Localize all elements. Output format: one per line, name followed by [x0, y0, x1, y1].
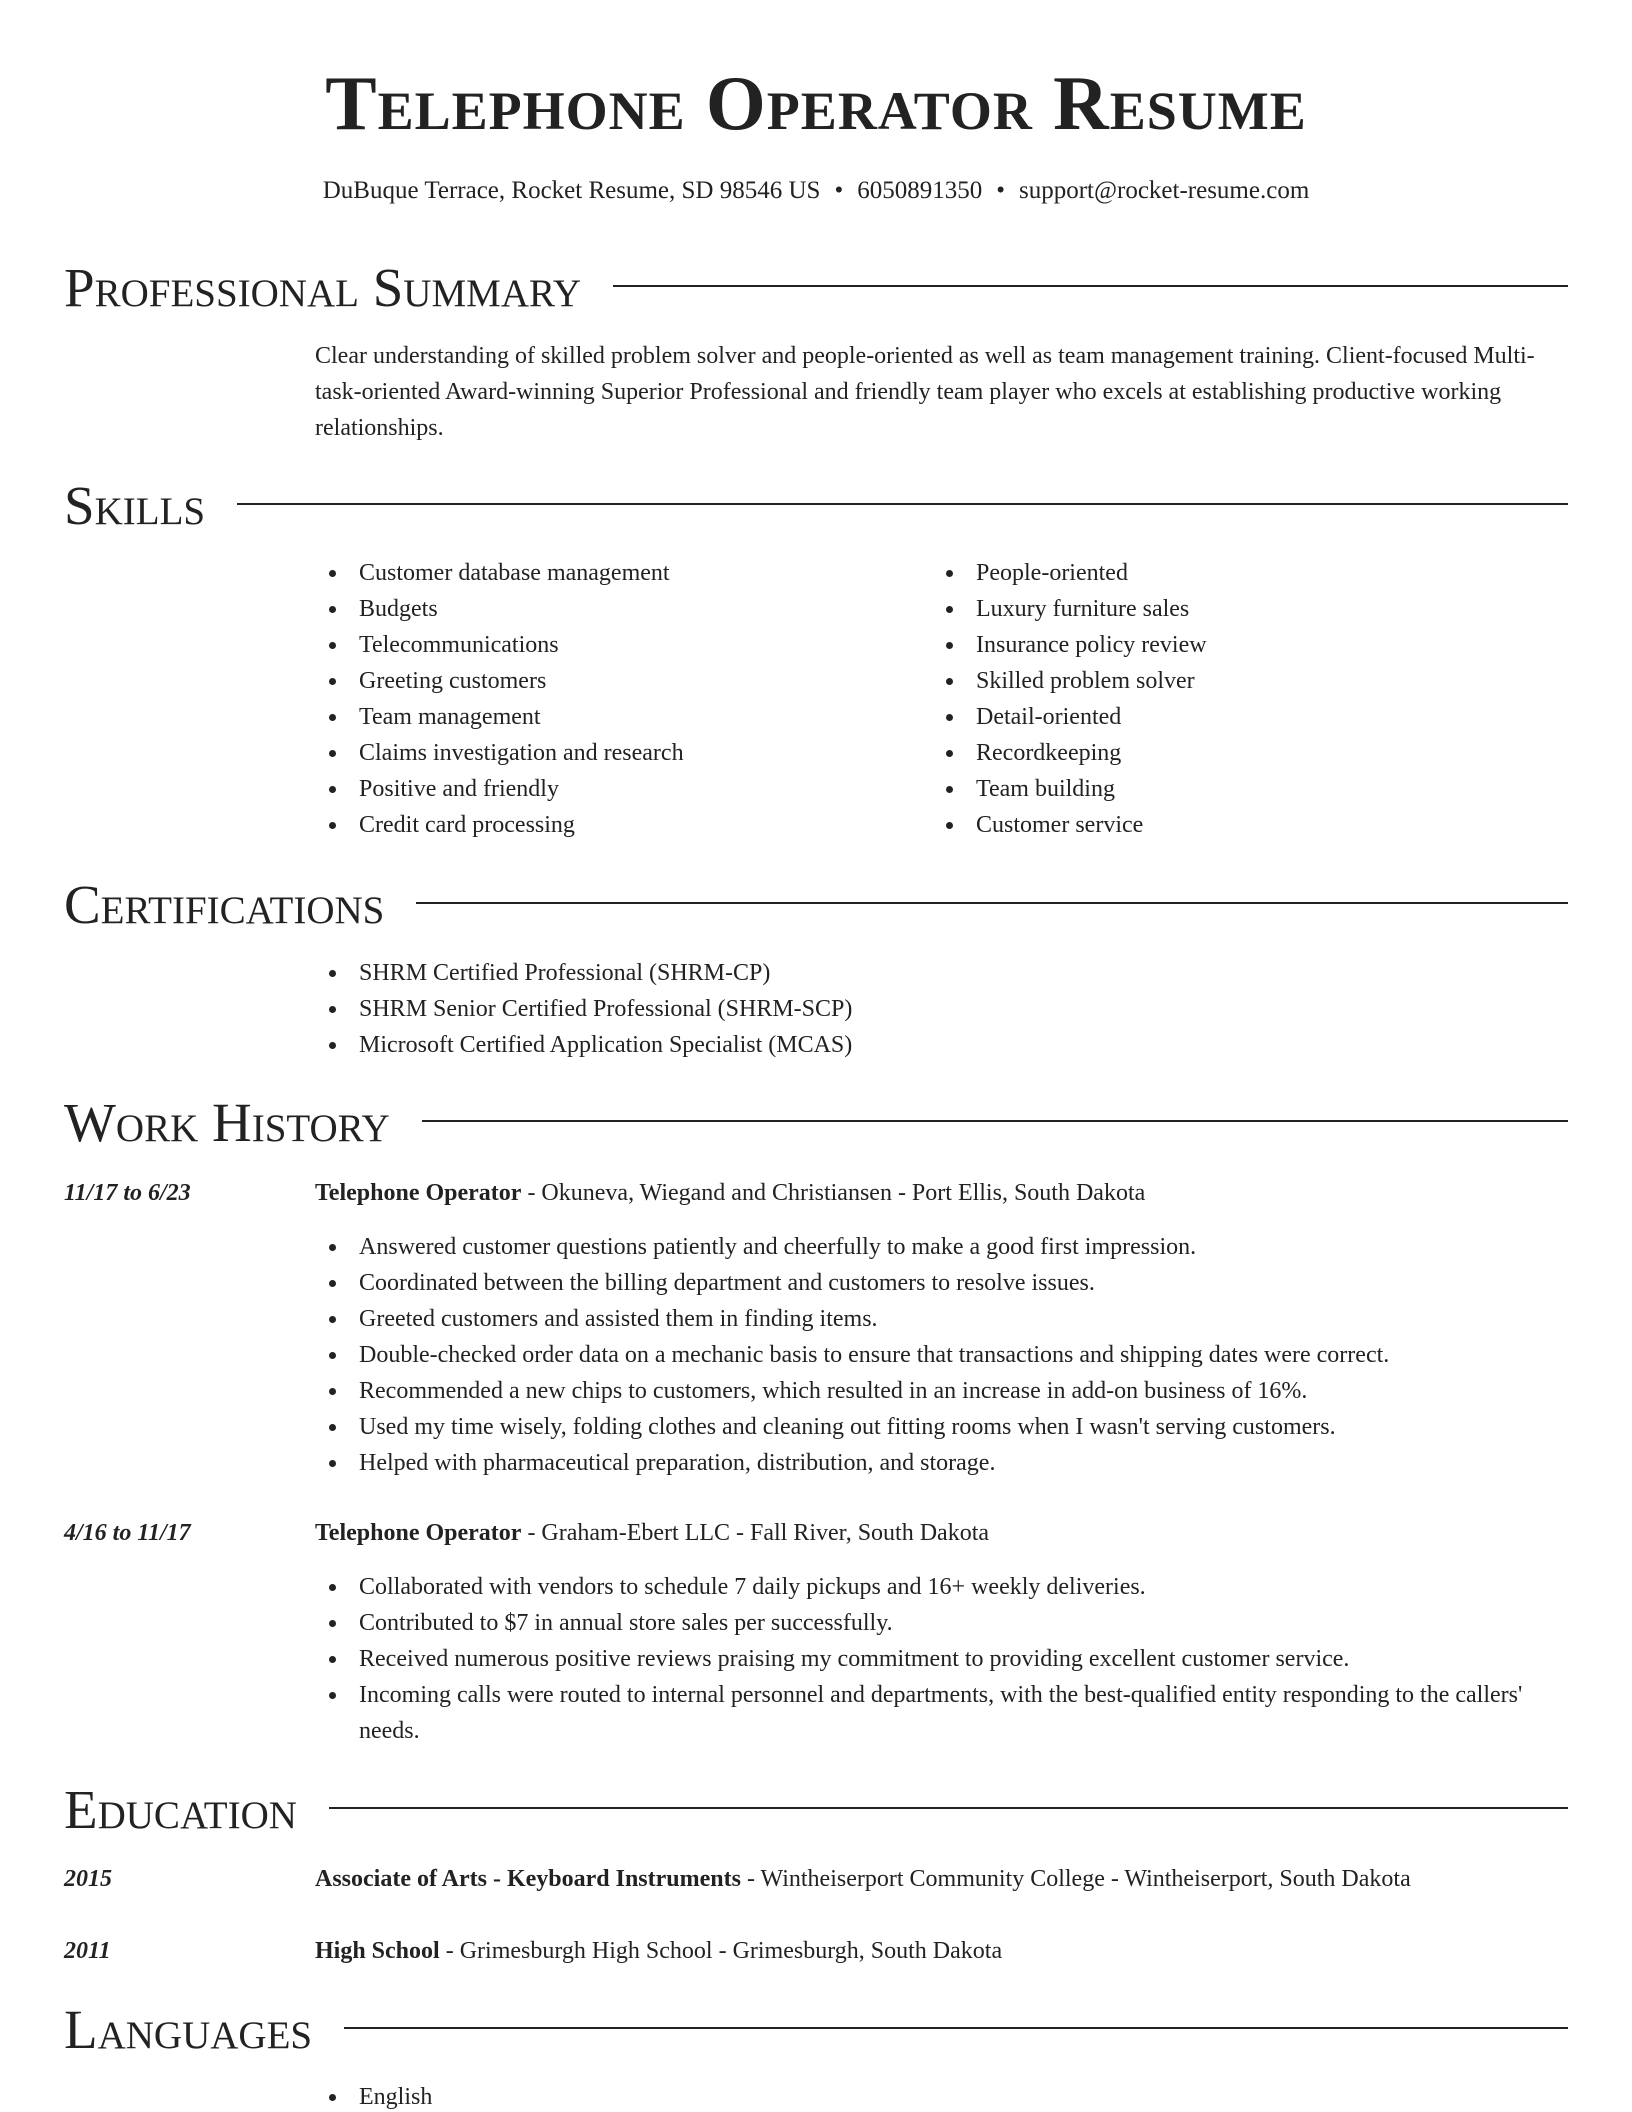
skills-heading: Skills: [64, 475, 206, 536]
section-divider: [329, 1807, 1568, 1809]
contact-phone: 6050891350: [857, 177, 983, 204]
contact-email: support@rocket-resume.com: [1018, 177, 1310, 204]
skill-item: Skilled problem solver: [932, 663, 1549, 699]
education-entry: [315, 1861, 1568, 1897]
language-item: English: [315, 2079, 1568, 2112]
certifications-list: [315, 955, 1568, 1063]
skill-item: Positive and friendly: [315, 771, 932, 807]
job-title: Telephone Operator: [315, 1520, 522, 1546]
skill-item: Telecommunications: [315, 627, 932, 663]
skill-item: Budgets: [315, 591, 932, 627]
skill-item: Team management: [315, 699, 932, 735]
skill-item: Credit card processing: [315, 807, 932, 843]
job-duty: Contributed to $7 in annual store sales per successfully.: [315, 1605, 1568, 1641]
resume-title: Telephone Operator Resume: [325, 60, 1307, 146]
section-divider: [344, 2027, 1568, 2029]
section-divider: [416, 902, 1568, 904]
skill-item: Recordkeeping: [932, 735, 1549, 771]
skill-item: Detail-oriented: [932, 699, 1549, 735]
languages-list: [315, 2079, 1568, 2112]
education-year: 2015: [64, 1866, 112, 1892]
job-duty: Received numerous positive reviews praising my commitment to providing excellent customer service.: [315, 1641, 1568, 1677]
job-title-line: [315, 1175, 1568, 1211]
contact-line: [0, 176, 1632, 206]
section-divider: [613, 285, 1568, 287]
job-duty: Incoming calls were routed to internal personnel and departments, with the best-qualified entity responding to the callers' needs.: [315, 1677, 1568, 1749]
summary-heading: Professional Summary: [64, 257, 582, 318]
education-school: - Wintheiserport Community College - Wintheiserport, South Dakota: [740, 1866, 1411, 1892]
education-year: 2011: [64, 1938, 111, 1964]
summary-body: [315, 338, 1568, 446]
job-duty: Recommended a new chips to customers, which resulted in an increase in add-on business of 16%.: [315, 1373, 1568, 1409]
section-divider: [422, 1120, 1568, 1122]
education-line: [315, 1861, 1568, 1897]
education-section-header: [64, 1778, 1568, 1842]
skills-list-left: [315, 555, 932, 843]
skill-item: Customer database management: [315, 555, 932, 591]
education-line: [315, 1933, 1568, 1969]
job-duties-list: [315, 1229, 1568, 1481]
education-entry: [315, 1933, 1568, 1969]
job-duty: Used my time wisely, folding clothes and cleaning out fitting rooms when I wasn't serving customers.: [315, 1409, 1568, 1445]
skill-item: Greeting customers: [315, 663, 932, 699]
job-duty: Collaborated with vendors to schedule 7 daily pickups and 16+ weekly deliveries.: [315, 1569, 1568, 1605]
job-duties-list: [315, 1569, 1568, 1749]
job-duty: Greeted customers and assisted them in finding items.: [315, 1301, 1568, 1337]
skills-list-right: [932, 555, 1549, 843]
education-degree: High School: [315, 1938, 440, 1964]
skill-item: Claims investigation and research: [315, 735, 932, 771]
skills-section-header: [64, 474, 1568, 538]
languages-body: [315, 2079, 1568, 2112]
skill-item: Insurance policy review: [932, 627, 1549, 663]
skill-item: People-oriented: [932, 555, 1549, 591]
job-title-line: [315, 1515, 1568, 1551]
job-title: Telephone Operator: [315, 1180, 522, 1206]
certification-item: SHRM Certified Professional (SHRM-CP): [315, 955, 1568, 991]
job-employer: - Okuneva, Wiegand and Christiansen - Port Ellis, South Dakota: [521, 1180, 1146, 1206]
education-heading: Education: [64, 1779, 297, 1840]
job-duty: Coordinated between the billing department and customers to resolve issues.: [315, 1265, 1568, 1301]
job-entry: [315, 1515, 1568, 1749]
certification-item: Microsoft Certified Application Specialist (MCAS): [315, 1027, 1568, 1063]
education-degree: Associate of Arts - Keyboard Instruments: [315, 1866, 741, 1892]
contact-separator: •: [996, 177, 1005, 204]
summary-text: Clear understanding of skilled problem solver and people-oriented as well as team management training. Client-focused Multi-task-oriented Award-winning Superior Professional and friendly team player who excels at establishing productive working relationships.: [315, 343, 1535, 441]
contact-address: DuBuque Terrace, Rocket Resume, SD 98546 US: [322, 177, 821, 204]
job-dates: 11/17 to 6/23: [64, 1180, 191, 1206]
skill-item: Customer service: [932, 807, 1549, 843]
job-duty: Answered customer questions patiently and cheerfully to make a good first impression.: [315, 1229, 1568, 1265]
job-duty: Helped with pharmaceutical preparation, distribution, and storage.: [315, 1445, 1568, 1481]
education-school: - Grimesburgh High School - Grimesburgh, South Dakota: [439, 1938, 1003, 1964]
languages-section-header: [64, 1998, 1568, 2062]
languages-heading: Languages: [64, 1999, 313, 2060]
job-duty: Double-checked order data on a mechanic basis to ensure that transactions and shipping dates were correct.: [315, 1337, 1568, 1373]
summary-section-header: [64, 256, 1568, 320]
certifications-heading: Certifications: [64, 874, 385, 935]
work-section-header: [64, 1091, 1568, 1155]
skill-item: Team building: [932, 771, 1549, 807]
job-dates: 4/16 to 11/17: [64, 1520, 191, 1546]
certification-item: SHRM Senior Certified Professional (SHRM-SCP): [315, 991, 1568, 1027]
certifications-section-header: [64, 873, 1568, 937]
job-entry: [315, 1175, 1568, 1481]
certifications-body: [315, 955, 1568, 1063]
work-heading: Work History: [64, 1092, 390, 1153]
section-divider: [237, 503, 1568, 505]
job-employer: - Graham-Ebert LLC - Fall River, South Dakota: [521, 1520, 990, 1546]
contact-separator: •: [834, 177, 844, 204]
skills-body: [315, 555, 1568, 843]
skill-item: Luxury furniture sales: [932, 591, 1549, 627]
